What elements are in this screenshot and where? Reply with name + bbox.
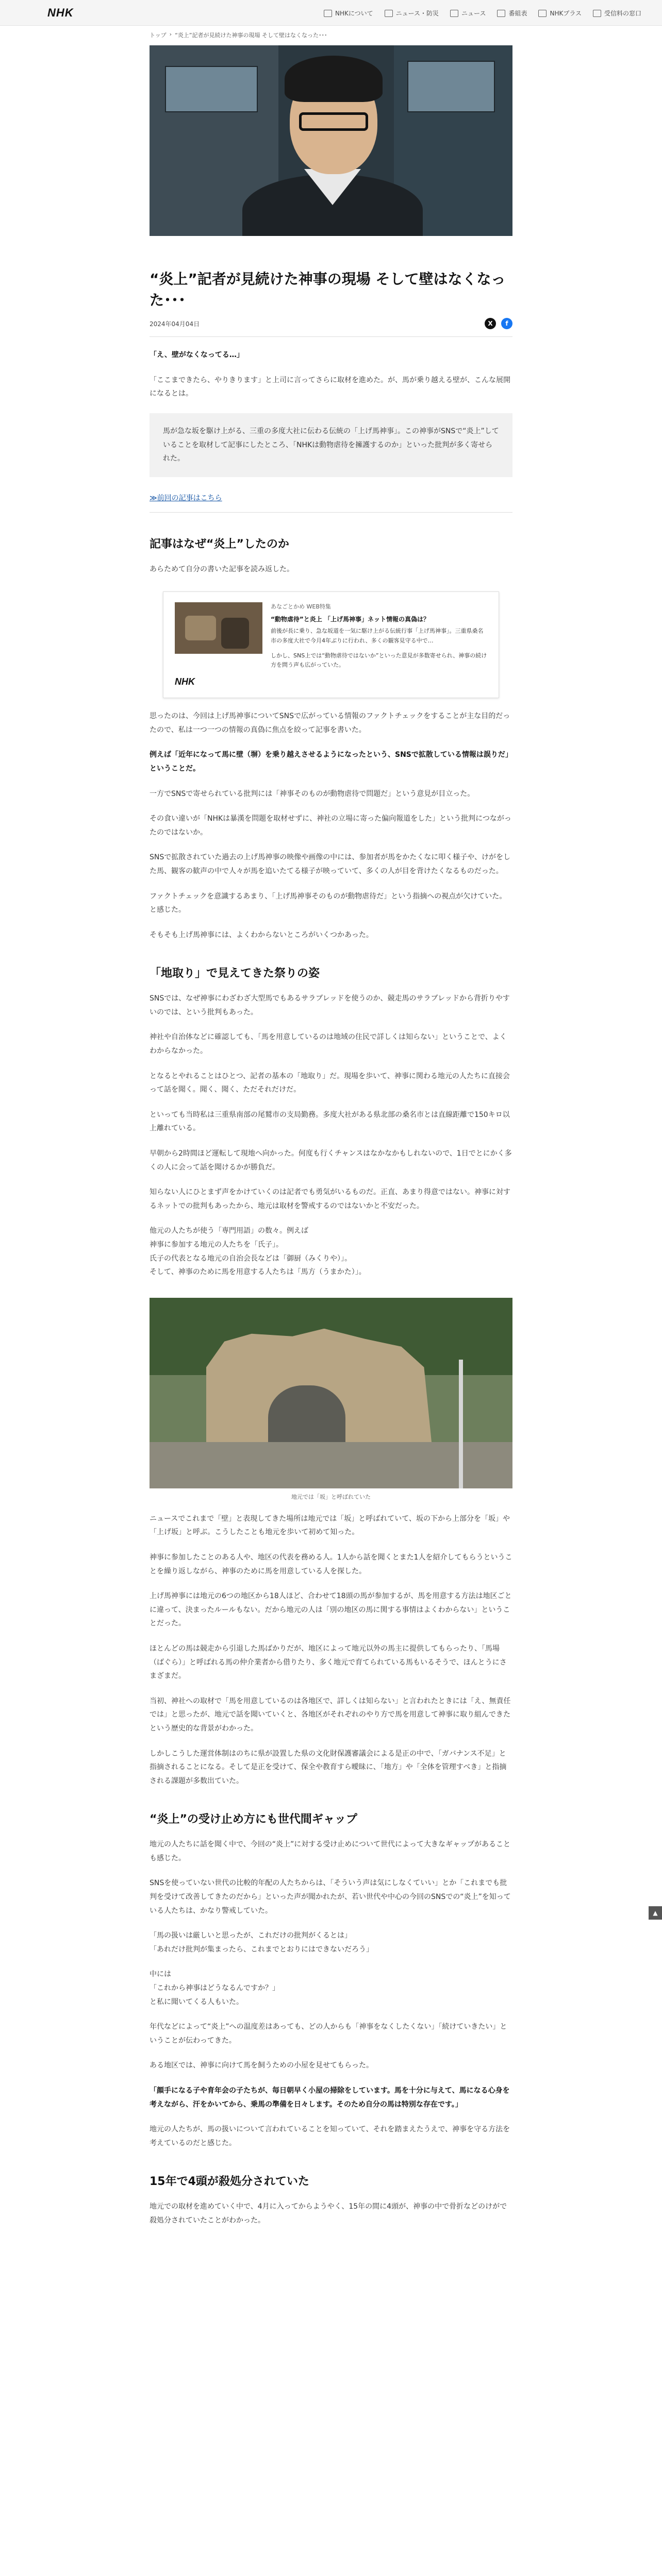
body-paragraph: 上げ馬神事には地元の6つの地区から18人ほど、合わせて18頭の馬が参加するが、馬を用意する方法は地区ごとに違って、決まったルールもない。だから地元の人は「別の地区の馬に関する事情はよくわからない」ということだった。 xyxy=(150,1592,512,1628)
hero-person-glasses xyxy=(299,112,368,131)
nav-label: ニュース・防災 xyxy=(395,10,439,17)
nav-label: 番組表 xyxy=(508,10,527,17)
summary-box: 馬が急な坂を駆け上がる、三重の多度大社に伝わる伝統の「上げ馬神事」。この神事がSNSで“炎上”していることを取材して記事にしたところ、「NHKは動物虐待を擁護するのか」といった批判が多く寄せられた。 xyxy=(150,413,512,477)
photo-caption: 地元では「坂」と呼ばれていた xyxy=(291,1493,371,1500)
play-icon xyxy=(538,10,547,17)
body-paragraph: ファクトチェックを意識するあまり、「上げ馬神事そのものが動物虐待だ」という指摘への視点が欠けていた。と感じた。 xyxy=(150,892,507,914)
nav-item-program-guide[interactable] xyxy=(497,9,527,18)
building-icon xyxy=(324,10,332,17)
body-paragraph: あらためて自分の書いた記事を読み返した。 xyxy=(150,565,294,573)
nhk-logo[interactable]: NHK xyxy=(47,6,74,19)
nav-item-news-disaster[interactable] xyxy=(385,9,439,18)
share-buttons xyxy=(485,318,512,329)
body-paragraph: 知らない人にひとまず声をかけていくのは記者でも勇気がいるものだ。正直、あまり得意ではない。神事に対するネットでの批判もあったから、地元は取材を警戒するのではないかと不安だった。 xyxy=(150,1188,510,1210)
body-paragraph: となるとやれることはひとつ、記者の基本の「地取り」だ。現場を歩いて、神事に関わる地元の人たちに直接会って話を聞く。聞く、聞く、ただそれだけだ。 xyxy=(150,1072,510,1094)
section-heading: 記事はなぜ“炎上”したのか xyxy=(150,537,289,551)
nav-item-fee[interactable] xyxy=(593,9,641,18)
news-icon xyxy=(385,10,393,17)
body-paragraph: 地元の人たちに話を聞く中で、今回の“炎上”に対する受け止めについて世代によって大きなギャップがあることも感じた。 xyxy=(150,1840,510,1862)
article-container xyxy=(150,31,512,2228)
nav-item-news[interactable] xyxy=(450,9,486,18)
body-paragraph: その食い違いが「NHKは暴漢を問題を取材せずに、神社の立場に寄った偏向報道をした」という批判につながったのではないか。 xyxy=(150,815,511,837)
slope-photo xyxy=(150,1298,512,1488)
body-paragraph: 例えば「近年になって馬に壁（塀）を乗り越えさせるようになったという、SNSで拡散している情報は誤りだ」ということだ。 xyxy=(150,751,512,773)
nav-label: NHKについて xyxy=(335,10,373,17)
body-paragraph: 早朝から2時間ほど運転して現地へ向かった。何度も行くチャンスはなかなかもしれないので、1日でとにかく多くの人に会って話を聞けるかが勝負だ。 xyxy=(150,1149,512,1172)
card-body: 前後が長に乗り、急な坂道を一気に駆け上がる伝統行事「上げ馬神事」。三重県桑名市の多度大社で今月4年ぶりに行われ、多くの観客見守る中で… xyxy=(271,628,484,645)
nav-label: NHKプラス xyxy=(550,10,582,17)
body-paragraph: 「顔手になる子や育年会の子たちが、毎日朝早く小屋の掃除をしています。馬を十分に与えて、馬になる心身を考えながら、汗をかいてから、乗馬の準備を日々します。そのため自分の馬は特別な存在です。」 xyxy=(150,2087,510,2109)
breadcrumb-separator: › xyxy=(169,31,172,38)
section-heading: 「地取り」で見えてきた祭りの姿 xyxy=(150,967,320,980)
body-paragraph: といっても当時私は三重県南部の尾鷲市の支局勤務。多度大社がある県北部の桑名市とは直線距離で150キロ以上離れている。 xyxy=(150,1110,510,1133)
body-paragraph: 中には 「これから神事はどうなるんですか？」 と私に聞いてくる人もいた。 xyxy=(150,1970,279,2006)
body-paragraph: SNSで拡散されていた過去の上げ馬神事の映像や画像の中には、参加者が馬をかたくなに叩く様子や、けがをした馬、観客の歓声の中で人々が馬を追いたてる様子が映っていて、多くの人が目を背けたくなるものだった。 xyxy=(150,853,510,875)
breadcrumb-home[interactable]: トップ xyxy=(150,32,167,39)
breadcrumb-current: “炎上”記者が見続けた神事の現場 そして壁はなくなった･･･ xyxy=(175,32,327,39)
newspaper-icon xyxy=(450,10,458,17)
article-meta xyxy=(150,318,512,337)
card-headline: “動物虐待”と炎上 「上げ馬神事」ネット情報の真偽は？ xyxy=(271,616,429,623)
article-title: “炎上”記者が見続けた神事の現場 そして壁はなくなった･･･ xyxy=(150,270,506,309)
hero-monitor xyxy=(407,61,495,112)
previous-article-link[interactable]: ≫前回の記事はこちら xyxy=(150,493,512,513)
body-paragraph: 神社や自治体などに確認しても、「馬を用意しているのは地域の住民で詳しくは知らない」ということで、よくわからなかった。 xyxy=(150,1033,507,1056)
lead-paragraph: 「え、壁がなくなってる…」 xyxy=(150,351,244,360)
body-paragraph: そもそも上げ馬神事には、よくわからないところがいくつかあった。 xyxy=(150,930,373,939)
body-paragraph: しかしこうした運営体制はのちに県が設置した県の文化財保護審議会による是正の中で、「ガバナンス不足」と指摘されることになる。そして是正を受けて、保全や教育すら曖昧に、「地方」や「全体を管理すべき」と指摘される課題が多数出ていた。 xyxy=(150,1749,507,1785)
card-row xyxy=(175,602,487,670)
hero-monitor xyxy=(165,66,258,112)
body-paragraph: 地元の人たちが、馬の扱いについて言われていることを知っていて、それを踏まえたうえで、神事を守る方法を考えているのだと感じた。 xyxy=(150,2125,510,2147)
calendar-icon xyxy=(497,10,505,17)
body-paragraph: 地元での取材を進めていく中で、4月に入ってからようやく、15年の間に4頭が、神事の中で骨折などのけがで殺処分されていたことがわかった。 xyxy=(150,2202,507,2225)
card-body: しかし、SNS上では“動物虐待ではないか”といった意見が多数寄せられ、神事の続け方を問う声も広がっていた。 xyxy=(271,652,487,669)
card-user: あなごとかめ WEB特集 xyxy=(271,603,331,611)
nav-label: ニュース xyxy=(461,10,486,17)
nav-item-nhk-plus[interactable] xyxy=(538,9,582,18)
person-icon xyxy=(593,10,601,17)
site-header xyxy=(0,0,662,26)
body-paragraph: SNSでは、なぜ神事にわざわざ大型馬でもあるサラブレッドを使うのか、競走馬のサラブレッドから背折りやすいのでは、という批判もあった。 xyxy=(150,994,510,1016)
card-thumbnail xyxy=(175,602,262,654)
photo-railing xyxy=(459,1360,463,1488)
card-text xyxy=(271,602,487,670)
section-heading: “炎上”の受け止め方にも世代間ギャップ xyxy=(150,1813,357,1826)
body-paragraph: 年代などによって“炎上”への温度差はあっても、どの人からも「神事をなくしたくない」「続けていきたい」ということが伝わってきた。 xyxy=(150,2023,507,2045)
nav-label: 受信料の窓口 xyxy=(604,10,641,17)
body-paragraph: SNSを使っていない世代の比較的年配の人たちからは、「そういう声は気にしなくていい」とか「これまでも批判を受けて改善してきたのだから」といった声が聞かれたが、若い世代や中心の今回のSNSでの“炎上”を知っている人たちは、かなり警戒していた。 xyxy=(150,1879,511,1915)
card-thumbnail-horse xyxy=(221,618,249,649)
body-paragraph: 思ったのは、今回は上げ馬神事についてSNSで広がっている情報のファクトチェックをすることが主な目的だったので、私は一つ一つの情報の真偽に焦点を絞って記事を書いた。 xyxy=(150,712,510,734)
card-thumbnail-horse xyxy=(185,616,216,640)
body-paragraph: 神事に参加したことのある人や、地区の代表を務める人。1人から話を聞くとまた1人を紹介してもらうということを繰り返しながら、神事のために馬を用意している人を探した。 xyxy=(150,1553,512,1575)
body-paragraph: ある地区では、神事に向けて馬を飼うための小屋を見せてもらった。 xyxy=(150,2061,373,2070)
embedded-article-card[interactable] xyxy=(163,591,499,698)
hero-person-hair xyxy=(285,56,383,102)
article-date: 2024年04月04日 xyxy=(150,320,200,328)
x-share-icon[interactable]: X xyxy=(485,318,496,329)
body-paragraph: ほとんどの馬は競走から引退した馬ばかりだが、地区によって地元以外の馬主に提供してもらったり、「馬場（ばぐら）」と呼ばれる馬の仲介業者から借りたり、多く地元で育てられている馬もいるそうで、ほんとうにさまざまだ。 xyxy=(150,1644,507,1681)
body-paragraph: 他元の人たちが使う「専門用語」の数々。例えば 神事に参加する地元の人たちを「氏子」。 氏子の代表となる地元の自治会長などは「御厨（みくりや）」。 そして、神事のために馬を用意する人たちは「馬方（うまかた）」。 xyxy=(150,1227,366,1277)
body-paragraph: ニュースでこれまで「壁」と表現してきた場所は地元では「坂」と呼ばれていて、坂の下から上部分を「坂」や「上げ坂」と呼ぶ。こうしたことも地元を歩いて初めて知った。 xyxy=(150,1514,510,1537)
photo-steps xyxy=(150,1442,512,1488)
hero-photo xyxy=(150,45,512,236)
side-scroll-button[interactable]: ▲ xyxy=(649,1906,662,1920)
nav-item-about[interactable] xyxy=(324,9,373,18)
body-paragraph: 一方でSNSで寄せられている批判には「神事そのものが動物虐待で問題だ」という意見が目立った。 xyxy=(150,789,475,798)
body-paragraph: 当初、神社への取材で「馬を用意しているのは各地区で、詳しくは知らない」と言われたときには「え、無責任では」と思ったが、地元で話を聞いていくと、各地区がそれぞれのやり方で馬を用意して神事に取り組んできたという歴史的な背景がわかった。 xyxy=(150,1697,511,1733)
header-nav xyxy=(324,9,641,18)
card-nhk-logo: NHK xyxy=(175,676,195,687)
section-heading: 15年で4頭が殺処分されていた xyxy=(150,2175,309,2189)
body-paragraph: 「馬の扱いは厳しいと思ったが、これだけの批判がくるとは」 「あれだけ批判が集まったら、これまでとおりにはできないだろう」 xyxy=(150,1931,373,1954)
body-paragraph: 「ここまできたら、やりきります」と上司に言ってさらに取材を進めた。が、馬が乗り越える壁が、こんな展開になるとは。 xyxy=(150,376,510,398)
breadcrumb xyxy=(150,31,512,42)
facebook-share-icon[interactable]: f xyxy=(501,318,512,329)
